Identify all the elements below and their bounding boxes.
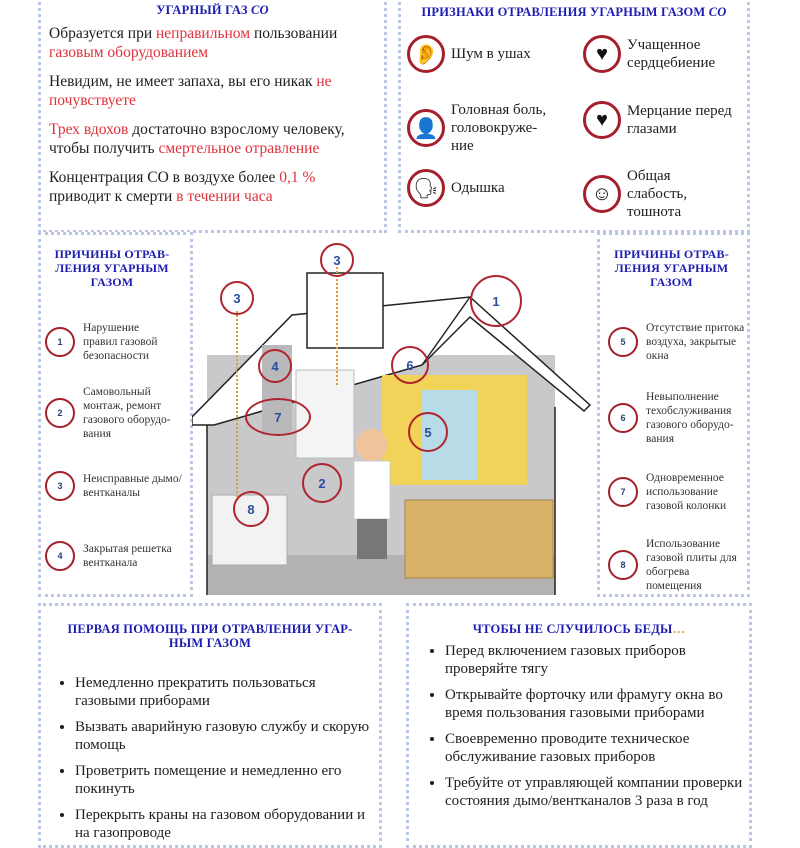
first-aid-list: [41, 674, 379, 842]
cause-item: 6 Невыполнение техобслуживания газового оборудо-вания: [608, 390, 750, 446]
house-illustration: [192, 235, 598, 597]
cause-item: 5 Отсутствие притока воздуха, закрытые окна: [608, 321, 746, 363]
nausea-face-icon: ☺: [583, 175, 621, 213]
shortness-of-breath-icon: 🗣: [407, 169, 445, 207]
first-aid-title: ПЕРВАЯ ПОМОЩЬ ПРИ ОТРАВЛЕНИИ УГАР-НЫМ ГАЗОМ: [67, 622, 353, 650]
causes-left-title: ПРИЧИНЫ ОТРАВ-ЛЕНИЯ УГАРНЫМ ГАЗОМ: [54, 247, 170, 289]
symptoms-panel: [398, 0, 750, 233]
headache-icon: 👤: [407, 109, 445, 147]
causes-left-panel: [38, 232, 193, 597]
co-fact: Образуется при неправильном пользовании газовым оборудованием: [49, 25, 338, 61]
cause-item: 3 Неисправные дымо/вентканалы: [45, 471, 191, 501]
cause-item: 1 Нарушение правил газовой безопасности: [45, 321, 173, 363]
marker-3-left: 3: [220, 281, 254, 315]
co-fact: Концентрация CO в воздухе более 0,1 % приводит к смерти в течении часа: [49, 169, 316, 205]
marker-3-chimney: 3: [320, 243, 354, 277]
first-aid-item: • Немедленно прекратить пользоваться газовыми приборами: [75, 674, 379, 710]
marker-4: 4: [258, 349, 292, 383]
marker-1: 1: [470, 275, 522, 327]
co-facts-title: УГАРНЫЙ ГАЗ CO: [156, 3, 269, 17]
co-fact: Невидим, не имеет запаха, вы его никак не почувствуете: [49, 73, 332, 109]
causes-right-title: ПРИЧИНЫ ОТРАВ-ЛЕНИЯ УГАРНЫМ ГАЗОМ: [614, 247, 729, 289]
prevention-item: • Своевременно проводите техническое обслуживание газовых приборов: [445, 730, 749, 766]
cause-item: 8 Использование газовой плиты для обогрева помещения: [608, 537, 746, 593]
prevention-item: • Перед включением газовых приборов проверяйте тягу: [445, 642, 749, 678]
man-body: [354, 461, 390, 519]
symptom-item: ☺ Общая слабость, тошнота: [583, 167, 707, 221]
symptoms-title: ПРИЗНАКИ ОТРАВЛЕНИЯ УГАРНЫМ ГАЗОМ CO: [421, 5, 727, 19]
co-fact: Трех вдохов достаточно взрослому человеку, чтобы получить смертельное отравление: [49, 121, 345, 157]
man-legs: [357, 519, 387, 559]
marker-2: 2: [302, 463, 342, 503]
chimney: [307, 273, 383, 348]
causes-right-panel: [597, 232, 750, 597]
marker-6: 6: [391, 346, 429, 384]
kitchen-cabinet: [405, 500, 553, 578]
symptom-item: 🗣 Одышка: [407, 169, 505, 207]
prevention-item: • Требуйте от управляющей компании проверки состояния дымо/вентканалов 3 раза в год: [445, 774, 749, 810]
heart-flicker-icon: ♥: [583, 101, 621, 139]
prevention-title: ЧТОБЫ НЕ СЛУЧИЛОСЬ БЕДЫ…: [472, 622, 686, 636]
prevention-list: [409, 642, 749, 810]
first-aid-item: • Проветрить помещение и немедленно его покинуть: [75, 762, 379, 798]
marker-8: 8: [233, 491, 269, 527]
cause-item: 4 Закрытая решетка вентканала: [45, 541, 191, 571]
symptom-item: 👂 Шум в ушах: [407, 35, 531, 73]
cause-item: 2 Самовольный монтаж, ремонт газового оборудо-вания: [45, 385, 193, 441]
symptom-item: 👤 Головная боль, головокруже-ние: [407, 101, 551, 155]
first-aid-panel: [38, 603, 382, 848]
first-aid-item: • Перекрыть краны на газовом оборудовании и на газопроводе: [75, 806, 379, 842]
heartbeat-icon: ♥: [583, 35, 621, 73]
marker-5: 5: [408, 412, 448, 452]
ear-noise-icon: 👂: [407, 35, 445, 73]
first-aid-item: • Вызвать аварийную газовую службу и скорую помощь: [75, 718, 379, 754]
co-facts-panel: [38, 0, 387, 233]
marker-7: 7: [245, 398, 311, 436]
prevention-item: • Открывайте форточку или фрамугу окна во время пользования газовыми приборами: [445, 686, 749, 722]
symptom-item: ♥ Учащенное сердцебиение: [583, 35, 737, 73]
man-head: [356, 429, 388, 461]
cause-item: 7 Одновременное использование газовой колонки: [608, 471, 750, 513]
symptom-item: ♥ Мерцание перед глазами: [583, 101, 737, 139]
prevention-panel: [406, 603, 752, 848]
